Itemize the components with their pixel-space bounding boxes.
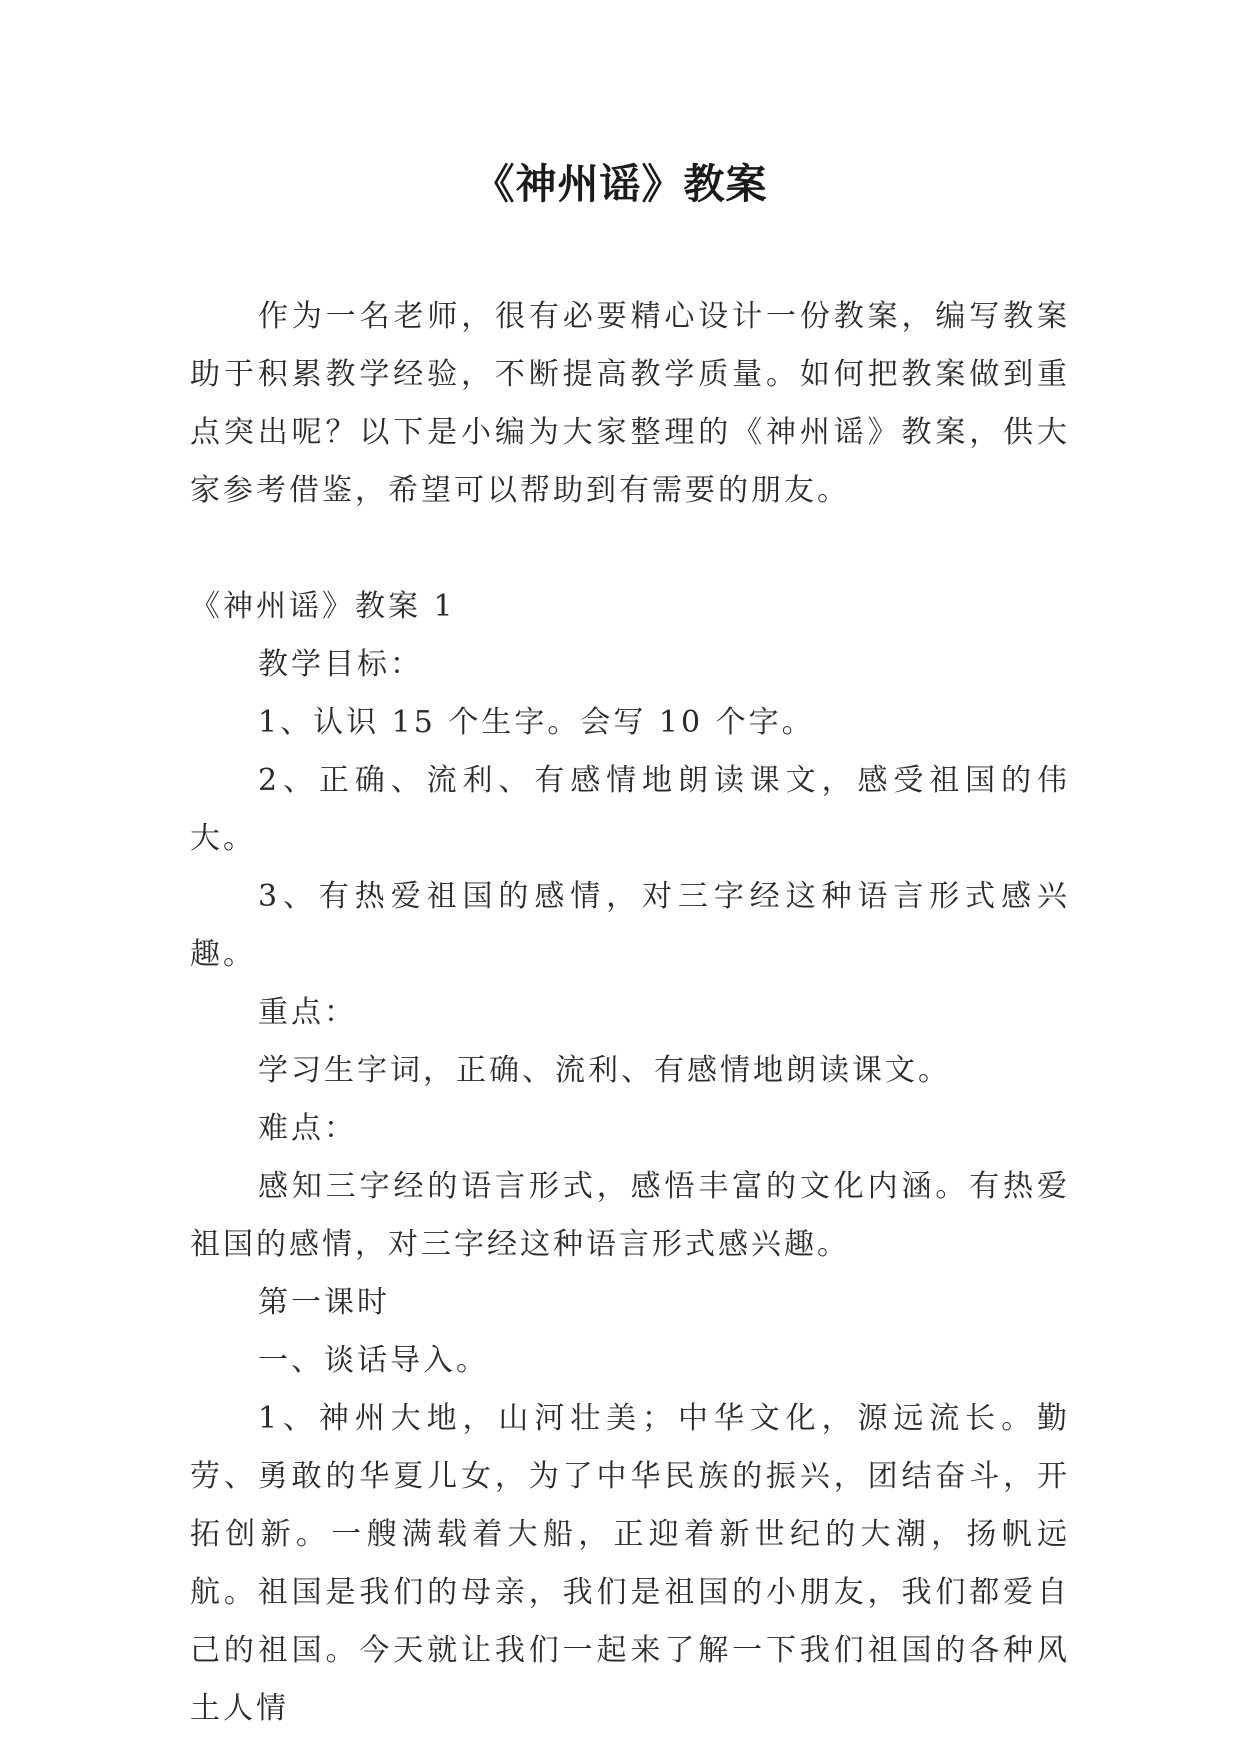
lesson-label: 第一课时 (258, 1285, 390, 1320)
objective-item-2: 2、正确、流利、有感情地朗读课文，感受祖国的伟大。 (190, 763, 1070, 856)
section-spacer (190, 520, 1070, 578)
document-body (190, 288, 1070, 1738)
objective-item-3: 3、有热爱祖国的感情，对三字经这种语言形式感兴趣。 (190, 879, 1070, 972)
objective-item-1: 1、认识 15 个生字。会写 10 个字。 (258, 705, 815, 740)
section-heading: 《神州谣》教案 1 (190, 589, 456, 624)
key-point-text: 学习生字词，正确、流利、有感情地朗读课文。 (258, 1053, 951, 1088)
step-text: 1、神州大地，山河壮美；中华文化，源远流长。勤劳、勇敢的华夏儿女，为了中华民族的振兴，团结奋斗，开拓创新。一艘满载着大船，正迎着新世纪的大潮，扬帆远航。祖国是我们的母亲，我们是祖国的小朋友，我们都爱自己的祖国。今天就让我们一起来了解一下我们祖国的各种风土人情 (190, 1401, 1070, 1726)
difficulty-label: 难点： (258, 1111, 357, 1146)
intro-paragraph: 作为一名老师，很有必要精心设计一份教案，编写教案助于积累教学经验，不断提高教学质量。如何把教案做到重点突出呢？以下是小编为大家整理的《神州谣》教案，供大家参考借鉴，希望可以帮助到有需要的朋友。 (190, 299, 1070, 508)
document-title: 《神州谣》教案 (473, 160, 768, 208)
step-label: 一、谈话导入。 (258, 1343, 489, 1378)
key-point-label: 重点： (258, 995, 357, 1030)
objectives-label: 教学目标： (258, 647, 423, 682)
difficulty-text: 感知三字经的语言形式，感悟丰富的文化内涵。有热爱祖国的感情，对三字经这种语言形式感兴趣。 (190, 1169, 1070, 1262)
